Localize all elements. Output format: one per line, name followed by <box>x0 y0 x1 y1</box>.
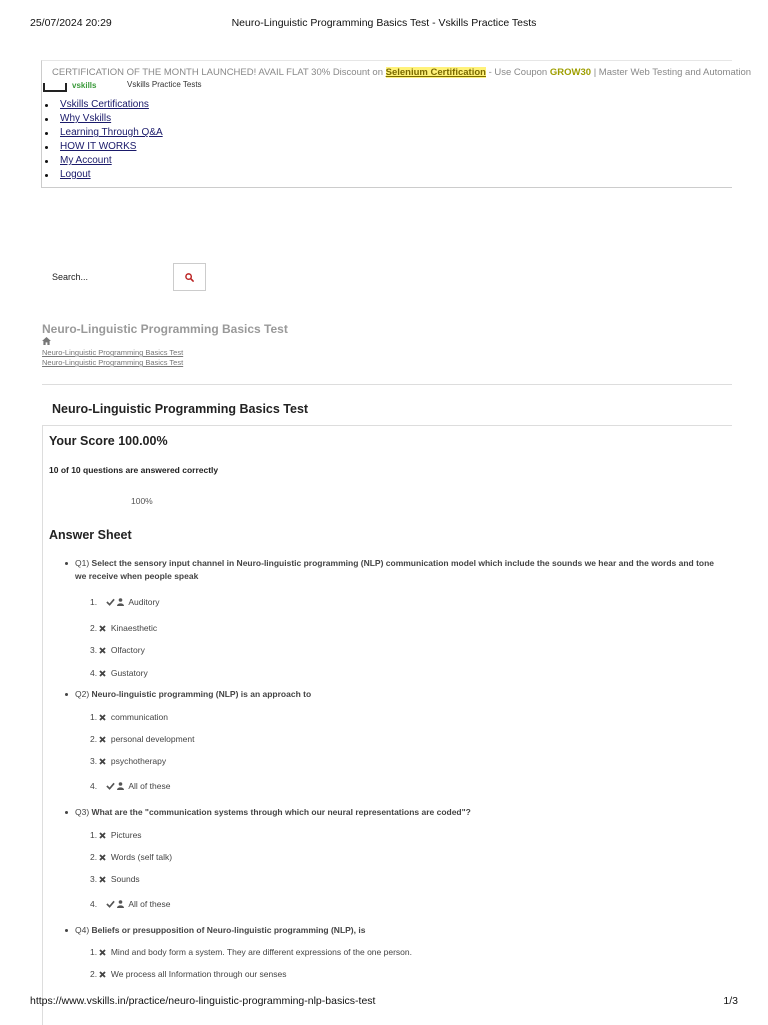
option-number: 4. <box>90 781 98 791</box>
promo-banner <box>52 67 751 78</box>
promo-lead: CERTIFICATION OF THE MONTH LAUNCHED! AVAIL FLAT 30% Discount on <box>52 67 383 78</box>
question-number: Q2) <box>75 689 90 699</box>
q3-option-4 <box>90 898 170 910</box>
option-text: We process all Information through our senses <box>110 969 287 979</box>
cross-icon <box>99 832 106 839</box>
q2-option-3 <box>90 755 166 767</box>
user-icon <box>117 900 124 908</box>
check-icon <box>106 598 115 606</box>
print-date: 25/07/2024 20:29 <box>30 17 112 29</box>
cross-icon <box>99 647 106 654</box>
nav-link-how-it-works[interactable]: HOW IT WORKS <box>60 141 137 152</box>
nav-link-learning[interactable]: Learning Through Q&A <box>60 127 163 138</box>
search-box <box>42 263 206 291</box>
nav-item-logout <box>44 168 163 182</box>
question-text: What are the "communication systems through which our neural representations are coded"? <box>91 807 471 817</box>
print-url: https://www.vskills.in/practice/neuro-linguistic-programming-nlp-basics-test <box>30 995 376 1007</box>
option-text: psychotherapy <box>110 756 167 766</box>
cross-icon <box>99 670 106 677</box>
q2-option-2 <box>90 733 194 745</box>
option-text: communication <box>110 712 169 722</box>
q4-option-1 <box>90 946 412 958</box>
option-text: All of these <box>128 781 171 791</box>
option-text: personal development <box>110 734 195 744</box>
cross-icon <box>99 758 106 765</box>
page-title: Neuro-Linguistic Programming Basics Test <box>42 322 288 336</box>
question-text: Beliefs or presupposition of Neuro-linguistic programming (NLP), is <box>91 925 366 935</box>
correct-count: 10 of 10 questions are answered correctly <box>49 465 219 475</box>
print-title: Neuro-Linguistic Programming Basics Test - Vskills Practice Tests <box>231 17 537 29</box>
option-number: 2. <box>90 734 98 744</box>
check-icon <box>106 900 115 908</box>
check-icon <box>106 782 115 790</box>
q2-option-4 <box>90 780 170 792</box>
site-header <box>41 60 752 188</box>
q4-option-2 <box>90 968 286 980</box>
home-icon[interactable] <box>42 337 51 345</box>
question-text: Neuro-linguistic programming (NLP) is an approach to <box>91 689 312 699</box>
print-footer <box>30 995 738 1009</box>
nav-item-how-it-works <box>44 140 163 154</box>
option-number: 3. <box>90 645 98 655</box>
print-page-number: 1/3 <box>723 995 738 1007</box>
q3-option-3 <box>90 873 140 885</box>
score-heading: Your Score 100.00% <box>49 434 168 448</box>
breadcrumb-link[interactable]: Neuro-Linguistic Programming Basics Test <box>42 348 184 357</box>
question-2 <box>75 688 725 701</box>
answer-sheet-heading: Answer Sheet <box>49 528 132 542</box>
q3-option-1 <box>90 829 142 841</box>
main-nav <box>44 98 163 182</box>
question-number: Q3) <box>75 807 90 817</box>
nav-link-certifications[interactable]: Vskills Certifications <box>60 99 149 110</box>
option-number: 2. <box>90 969 98 979</box>
option-number: 1. <box>90 947 98 957</box>
nav-link-my-account[interactable]: My Account <box>60 155 112 166</box>
promo-link[interactable]: Selenium Certification <box>385 67 486 78</box>
option-number: 1. <box>90 597 98 607</box>
nav-item-my-account <box>44 154 163 168</box>
promo-coupon: GROW30 <box>549 67 592 78</box>
logo-wordmark[interactable]: vskills <box>72 81 97 90</box>
search-icon <box>185 273 194 282</box>
nav-item-learning <box>44 126 163 140</box>
print-header <box>30 17 738 31</box>
option-text: Sounds <box>110 874 140 884</box>
q1-option-4 <box>90 667 148 679</box>
q1-option-2 <box>90 622 157 634</box>
cross-icon <box>99 714 106 721</box>
promo-tail: | Master Web Testing and Automation <box>593 67 752 78</box>
nav-item-why-vskills <box>44 112 163 126</box>
option-number: 2. <box>90 852 98 862</box>
q3-option-2 <box>90 851 172 863</box>
option-text: Gustatory <box>110 668 148 678</box>
logo-icon[interactable] <box>43 83 67 92</box>
cross-icon <box>99 971 106 978</box>
option-number: 1. <box>90 712 98 722</box>
option-text: Mind and body form a system. They are different expressions of the one person. <box>110 947 412 957</box>
nav-item-certifications <box>44 98 163 112</box>
option-number: 1. <box>90 830 98 840</box>
search-input[interactable] <box>42 263 174 291</box>
option-text: Pictures <box>110 830 142 840</box>
option-number: 3. <box>90 756 98 766</box>
option-text: Kinaesthetic <box>110 623 158 633</box>
logo-subtitle: Vskills Practice Tests <box>127 80 202 89</box>
user-icon <box>117 598 124 606</box>
nav-link-logout[interactable]: Logout <box>60 169 91 180</box>
option-number: 2. <box>90 623 98 633</box>
cross-icon <box>99 736 106 743</box>
q1-option-3 <box>90 644 145 656</box>
divider <box>42 384 732 385</box>
question-1 <box>75 557 725 583</box>
breadcrumb-current[interactable]: Neuro-Linguistic Programming Basics Test <box>42 358 184 367</box>
option-text: All of these <box>128 899 171 909</box>
question-4 <box>75 924 725 937</box>
q1-option-1 <box>90 596 160 608</box>
test-title: Neuro-Linguistic Programming Basics Test <box>52 402 309 416</box>
cross-icon <box>99 949 106 956</box>
option-number: 3. <box>90 874 98 884</box>
cross-icon <box>99 854 106 861</box>
user-icon <box>117 782 124 790</box>
option-text: Auditory <box>128 597 160 607</box>
option-number: 4. <box>90 668 98 678</box>
search-button[interactable] <box>173 263 206 291</box>
cross-icon <box>99 876 106 883</box>
q2-option-1 <box>90 711 168 723</box>
question-number: Q4) <box>75 925 90 935</box>
cross-icon <box>99 625 106 632</box>
option-text: Words (self talk) <box>110 852 173 862</box>
option-text: Olfactory <box>110 645 145 655</box>
question-number: Q1) <box>75 558 90 568</box>
promo-mid: - Use Coupon <box>488 67 548 78</box>
option-number: 4. <box>90 899 98 909</box>
question-3 <box>75 806 725 819</box>
nav-link-why-vskills[interactable]: Why Vskills <box>60 113 112 124</box>
progress-label: 100% <box>131 496 153 506</box>
question-text: Select the sensory input channel in Neuro-linguistic programming (NLP) communication model which include the sounds we hear and the words and tone we receive when people speak <box>75 558 715 581</box>
